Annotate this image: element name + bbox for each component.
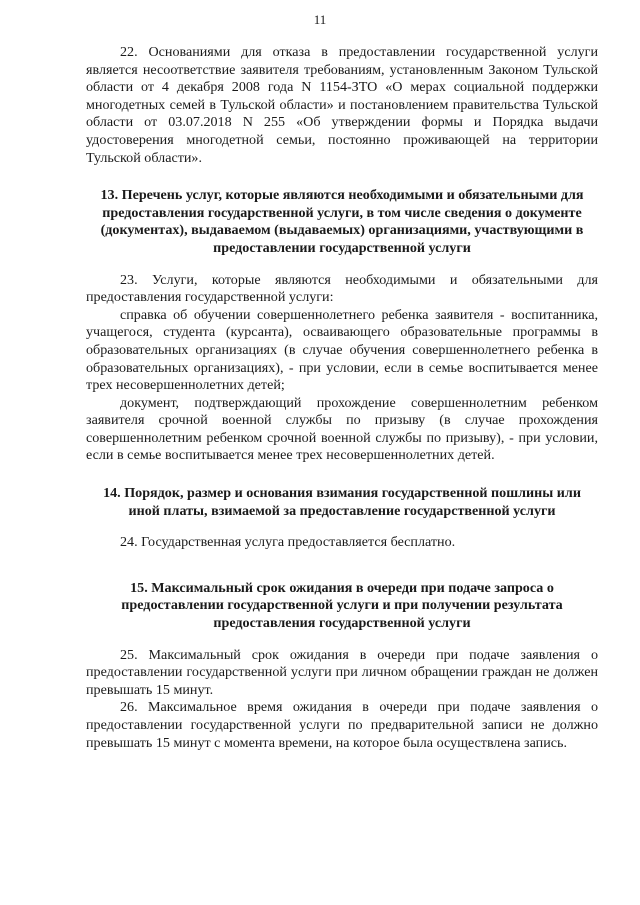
paragraph-25: 25. Максимальный срок ожидания в очереди при подаче заявления о предоставлении государственной услуги при личном обращении граждан не должен превышать 15 минут. (86, 646, 598, 698)
paragraph-26: 26. Максимальное время ожидания в очереди при подаче заявления о предоставлении государственной услуги по предварительной записи не должно превышать 15 минут с момента времени, на которое была осуществлена запись. (86, 699, 598, 751)
heading-section-14: 14. Порядок, размер и основания взимания государственной пошлины или иной платы, взимаемой за предоставление государственной услуги (103, 485, 581, 519)
heading-section-13: 13. Перечень услуг, которые являются необходимыми и обязательными для предоставления государственной услуги, в том числе сведения о документе (документах), выдаваемом (выдаваемых) организациями, участвующими в предоставлении государственной услуги (100, 187, 584, 256)
document-body (86, 44, 598, 752)
paragraph-23-item-2: документ, подтверждающий прохождение совершеннолетним ребенком заявителя срочной военной службы по призыву (в случае прохождения совершеннолетним ребенком срочной военной службы по призыву), - при условии, если в семье воспитывается менее трех несовершеннолетних детей. (86, 394, 598, 464)
paragraph-24: 24. Государственная услуга предоставляется бесплатно. (120, 534, 456, 551)
heading-section-15: 15. Максимальный срок ожидания в очереди при подаче запроса о предоставлении государственной услуги и при получении результата предоставления государственной услуги (121, 579, 563, 632)
paragraph-22: 22. Основаниями для отказа в предоставлении государственной услуги является несоответствие заявителя требованиям, установленным Законом Тульской области от 4 декабря 2008 года N 1154-ЗТО «О мерах социальной поддержки многодетных семей в Тульской области» и постановлением правительства Тульской области от 03.07.2018 N 255 «Об утверждении формы и Порядка выдачи удостоверения многодетной семьи, постоянно проживающей на территории Тульской области». (86, 44, 598, 166)
paragraph-23-item-1: справка об обучении совершеннолетнего ребенка заявителя - воспитанника, учащегося, студента (курсанта), осваивающего образовательные программы в образовательных организациях (в случае обучения совершеннолетнего ребенка в образовательных организациях), - при условии, если в семье воспитывается менее трех несовершеннолетних детей; (86, 306, 598, 394)
paragraph-23: 23. Услуги, которые являются необходимыми и обязательными для предоставления государственной услуги: (86, 271, 598, 306)
page-number: 11 (313, 12, 327, 27)
